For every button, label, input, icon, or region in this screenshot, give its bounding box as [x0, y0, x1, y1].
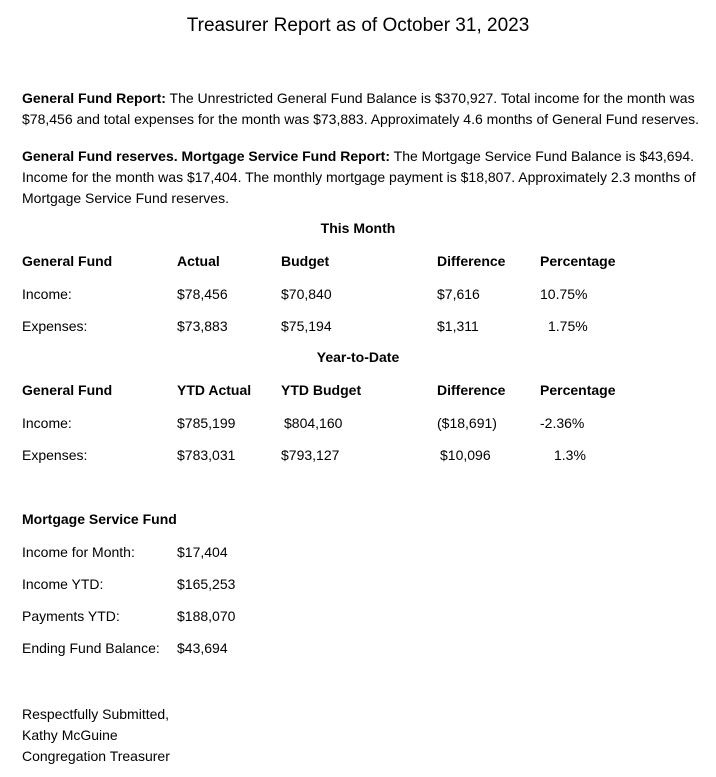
- table-cell: $10,096: [440, 447, 491, 463]
- table-cell: Income:: [22, 286, 72, 302]
- table-cell: $78,456: [177, 286, 228, 302]
- table-cell: $1,311: [437, 318, 479, 334]
- table-cell: Expenses:: [22, 318, 88, 334]
- mortgage-fund-label: Income YTD:: [22, 576, 104, 592]
- year-to-date-heading: Year-to-Date: [316, 349, 400, 365]
- mortgage-fund-value: $165,253: [177, 576, 236, 592]
- table-cell: Expenses:: [22, 447, 88, 463]
- table-header: YTD Actual: [177, 382, 252, 398]
- table-header: Percentage: [540, 382, 616, 398]
- mortgage-fund-label: Payments YTD:: [22, 608, 120, 624]
- mortgage-fund-report-text: The Mortgage Service Fund Balance is $43,694. Income for the month was $17,404. The monthly mortgage payment is $18,807. Approximately 2.3 months of Mortgage Service Fund reserves.: [22, 148, 696, 206]
- table-header: Budget: [281, 253, 330, 269]
- mortgage-fund-value: $17,404: [177, 544, 228, 560]
- table-cell: $73,883: [177, 318, 228, 334]
- general-fund-report-text: The Unrestricted General Fund Balance is $370,927. Total income for the month was $78,456 and total expenses for the month was $73,883. Approximately 4.6 months of General Fund reserves.: [22, 90, 700, 127]
- table-header: Percentage: [540, 253, 616, 269]
- table-header: General Fund: [22, 253, 113, 269]
- table-cell: $75,194: [281, 318, 332, 334]
- table-cell: 1.75%: [548, 318, 588, 334]
- table-cell: Income:: [22, 415, 72, 431]
- mortgage-fund-report-label: General Fund reserves. Mortgage Service Fund Report:: [22, 148, 390, 164]
- mortgage-fund-label: Ending Fund Balance:: [22, 640, 160, 656]
- mortgage-fund-report: [22, 146, 702, 209]
- table-cell: -2.36%: [540, 415, 585, 431]
- mortgage-fund-value: $43,694: [177, 640, 228, 656]
- general-fund-report-label: General Fund Report:: [22, 90, 166, 106]
- table-cell: $793,127: [281, 447, 340, 463]
- mortgage-fund-heading: Mortgage Service Fund: [22, 511, 177, 527]
- page-title: Treasurer Report as of October 31, 2023: [186, 15, 530, 36]
- mortgage-fund-value: $188,070: [177, 608, 236, 624]
- table-cell: ($18,691): [437, 415, 497, 431]
- table-cell: $70,840: [281, 286, 332, 302]
- table-header: Difference: [437, 253, 506, 269]
- signature-line: Respectfully Submitted,: [22, 706, 170, 722]
- table-cell: $785,199: [177, 415, 236, 431]
- table-header: Difference: [437, 382, 506, 398]
- table-header: Actual: [177, 253, 220, 269]
- table-cell: $783,031: [177, 447, 236, 463]
- table-cell: 10.75%: [540, 286, 588, 302]
- table-cell: $7,616: [437, 286, 480, 302]
- general-fund-report: [22, 88, 702, 130]
- table-cell: $804,160: [284, 415, 343, 431]
- table-header: General Fund: [22, 382, 113, 398]
- mortgage-fund-label: Income for Month:: [22, 544, 135, 560]
- signature-name: Kathy McGuine: [22, 727, 118, 743]
- signature-title: Congregation Treasurer: [22, 748, 170, 764]
- table-header: YTD Budget: [281, 382, 362, 398]
- table-cell: 1.3%: [554, 447, 586, 463]
- this-month-heading: This Month: [320, 220, 396, 236]
